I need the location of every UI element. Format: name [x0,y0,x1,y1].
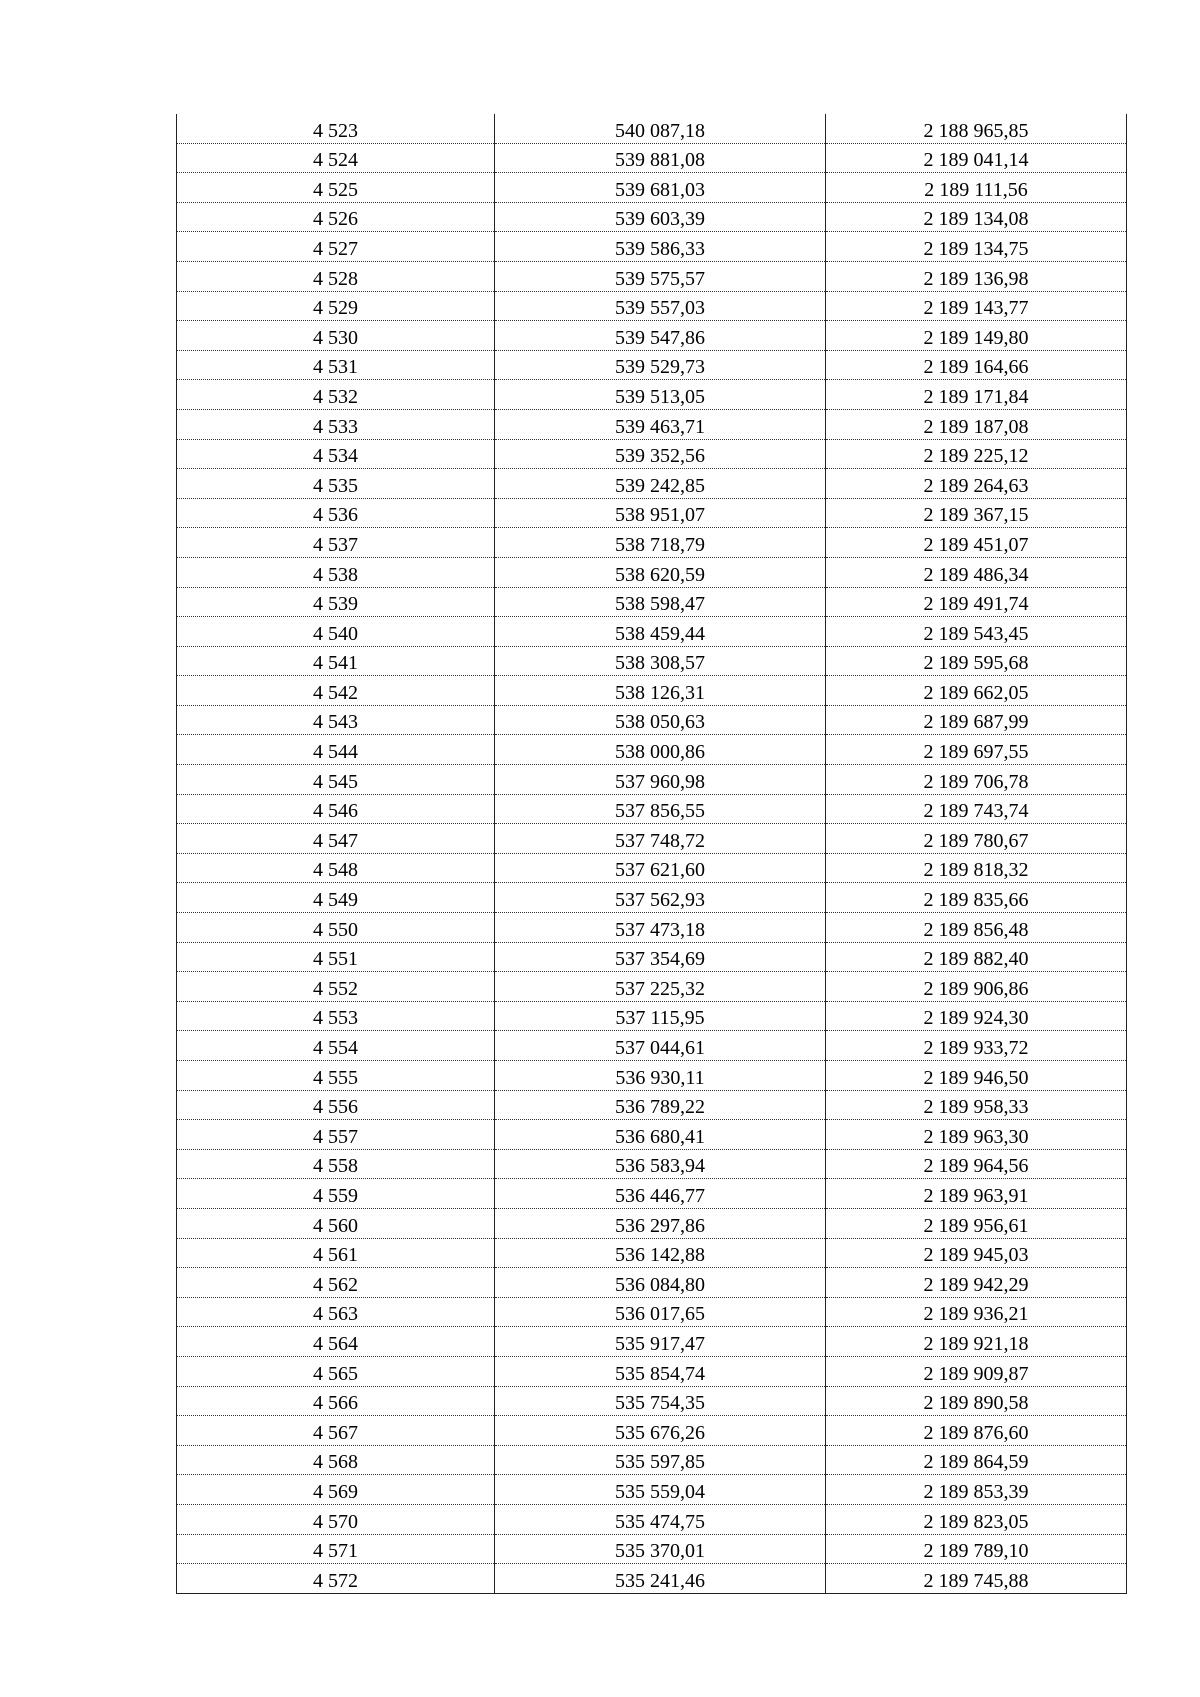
point-number-cell: 4 545 [177,765,495,795]
table-row [177,261,1127,291]
point-number-cell: 4 555 [177,1061,495,1091]
point-number-cell: 4 564 [177,1327,495,1357]
x-coordinate-cell: 538 050,63 [495,705,826,735]
y-coordinate-cell: 2 188 965,85 [826,114,1127,143]
y-coordinate-cell: 2 189 134,08 [826,202,1127,232]
point-number-cell: 4 533 [177,409,495,439]
table-row [177,439,1127,469]
x-coordinate-cell: 538 126,31 [495,676,826,706]
x-coordinate-cell: 539 547,86 [495,321,826,351]
table-row [177,972,1127,1002]
table-row [177,498,1127,528]
point-number-cell: 4 572 [177,1564,495,1594]
table-row [177,794,1127,824]
table-row [177,114,1127,143]
y-coordinate-cell: 2 189 164,66 [826,350,1127,380]
x-coordinate-cell: 535 474,75 [495,1504,826,1534]
point-number-cell: 4 554 [177,1031,495,1061]
y-coordinate-cell: 2 189 864,59 [826,1445,1127,1475]
table-row [177,1564,1127,1594]
point-number-cell: 4 552 [177,972,495,1002]
point-number-cell: 4 531 [177,350,495,380]
y-coordinate-cell: 2 189 936,21 [826,1297,1127,1327]
x-coordinate-cell: 539 557,03 [495,291,826,321]
point-number-cell: 4 534 [177,439,495,469]
y-coordinate-cell: 2 189 687,99 [826,705,1127,735]
y-coordinate-cell: 2 189 835,66 [826,883,1127,913]
point-number-cell: 4 570 [177,1504,495,1534]
table-row [177,528,1127,558]
x-coordinate-cell: 536 297,86 [495,1208,826,1238]
y-coordinate-cell: 2 189 909,87 [826,1356,1127,1386]
x-coordinate-cell: 539 529,73 [495,350,826,380]
point-number-cell: 4 541 [177,646,495,676]
x-coordinate-cell: 538 459,44 [495,617,826,647]
y-coordinate-cell: 2 189 745,88 [826,1564,1127,1594]
point-number-cell: 4 525 [177,173,495,203]
table-row [177,646,1127,676]
x-coordinate-cell: 536 789,22 [495,1090,826,1120]
point-number-cell: 4 529 [177,291,495,321]
table-row [177,587,1127,617]
y-coordinate-cell: 2 189 041,14 [826,143,1127,173]
y-coordinate-cell: 2 189 946,50 [826,1061,1127,1091]
point-number-cell: 4 544 [177,735,495,765]
x-coordinate-cell: 539 242,85 [495,469,826,499]
table-row [177,1061,1127,1091]
point-number-cell: 4 557 [177,1120,495,1150]
y-coordinate-cell: 2 189 853,39 [826,1475,1127,1505]
y-coordinate-cell: 2 189 543,45 [826,617,1127,647]
x-coordinate-cell: 538 951,07 [495,498,826,528]
y-coordinate-cell: 2 189 136,98 [826,261,1127,291]
table-row [177,705,1127,735]
point-number-cell: 4 542 [177,676,495,706]
y-coordinate-cell: 2 189 171,84 [826,380,1127,410]
x-coordinate-cell: 535 370,01 [495,1534,826,1564]
y-coordinate-cell: 2 189 743,74 [826,794,1127,824]
point-number-cell: 4 550 [177,913,495,943]
x-coordinate-cell: 539 352,56 [495,439,826,469]
x-coordinate-cell: 537 044,61 [495,1031,826,1061]
x-coordinate-cell: 539 575,57 [495,261,826,291]
point-number-cell: 4 535 [177,469,495,499]
x-coordinate-cell: 537 748,72 [495,824,826,854]
y-coordinate-cell: 2 189 958,33 [826,1090,1127,1120]
y-coordinate-cell: 2 189 367,15 [826,498,1127,528]
x-coordinate-cell: 539 881,08 [495,143,826,173]
coordinates-table [176,114,1127,1594]
y-coordinate-cell: 2 189 491,74 [826,587,1127,617]
point-number-cell: 4 567 [177,1416,495,1446]
table-row [177,1534,1127,1564]
x-coordinate-cell: 539 603,39 [495,202,826,232]
y-coordinate-cell: 2 189 945,03 [826,1238,1127,1268]
point-number-cell: 4 565 [177,1356,495,1386]
table-row [177,883,1127,913]
table-row [177,143,1127,173]
table-row [177,853,1127,883]
y-coordinate-cell: 2 189 225,12 [826,439,1127,469]
y-coordinate-cell: 2 189 956,61 [826,1208,1127,1238]
y-coordinate-cell: 2 189 143,77 [826,291,1127,321]
table-row [177,469,1127,499]
point-number-cell: 4 524 [177,143,495,173]
table-row [177,1327,1127,1357]
table-row [177,1297,1127,1327]
x-coordinate-cell: 536 017,65 [495,1297,826,1327]
x-coordinate-cell: 538 620,59 [495,557,826,587]
point-number-cell: 4 528 [177,261,495,291]
point-number-cell: 4 530 [177,321,495,351]
x-coordinate-cell: 536 583,94 [495,1149,826,1179]
y-coordinate-cell: 2 189 856,48 [826,913,1127,943]
table-row [177,350,1127,380]
y-coordinate-cell: 2 189 963,91 [826,1179,1127,1209]
point-number-cell: 4 547 [177,824,495,854]
y-coordinate-cell: 2 189 451,07 [826,528,1127,558]
x-coordinate-cell: 537 354,69 [495,942,826,972]
point-number-cell: 4 540 [177,617,495,647]
table-row [177,1120,1127,1150]
table-row [177,557,1127,587]
y-coordinate-cell: 2 189 486,34 [826,557,1127,587]
y-coordinate-cell: 2 189 111,56 [826,173,1127,203]
table-row [177,1238,1127,1268]
point-number-cell: 4 562 [177,1268,495,1298]
table-row [177,1179,1127,1209]
point-number-cell: 4 558 [177,1149,495,1179]
y-coordinate-cell: 2 189 134,75 [826,232,1127,262]
table-row [177,380,1127,410]
y-coordinate-cell: 2 189 149,80 [826,321,1127,351]
y-coordinate-cell: 2 189 818,32 [826,853,1127,883]
point-number-cell: 4 568 [177,1445,495,1475]
table-row [177,1445,1127,1475]
table-row [177,1386,1127,1416]
y-coordinate-cell: 2 189 662,05 [826,676,1127,706]
point-number-cell: 4 538 [177,557,495,587]
point-number-cell: 4 556 [177,1090,495,1120]
x-coordinate-cell: 535 754,35 [495,1386,826,1416]
point-number-cell: 4 551 [177,942,495,972]
table-row [177,942,1127,972]
x-coordinate-cell: 535 241,46 [495,1564,826,1594]
y-coordinate-cell: 2 189 595,68 [826,646,1127,676]
point-number-cell: 4 548 [177,853,495,883]
x-coordinate-cell: 537 856,55 [495,794,826,824]
table-row [177,824,1127,854]
x-coordinate-cell: 538 598,47 [495,587,826,617]
y-coordinate-cell: 2 189 906,86 [826,972,1127,1002]
x-coordinate-cell: 538 308,57 [495,646,826,676]
table-row [177,409,1127,439]
table-row [177,173,1127,203]
x-coordinate-cell: 537 562,93 [495,883,826,913]
table-row [177,1504,1127,1534]
point-number-cell: 4 527 [177,232,495,262]
table-row [177,291,1127,321]
x-coordinate-cell: 537 621,60 [495,853,826,883]
x-coordinate-cell: 539 463,71 [495,409,826,439]
x-coordinate-cell: 538 718,79 [495,528,826,558]
x-coordinate-cell: 539 586,33 [495,232,826,262]
point-number-cell: 4 526 [177,202,495,232]
y-coordinate-cell: 2 189 697,55 [826,735,1127,765]
point-number-cell: 4 560 [177,1208,495,1238]
x-coordinate-cell: 540 087,18 [495,114,826,143]
point-number-cell: 4 559 [177,1179,495,1209]
x-coordinate-cell: 536 680,41 [495,1120,826,1150]
x-coordinate-cell: 535 854,74 [495,1356,826,1386]
y-coordinate-cell: 2 189 264,63 [826,469,1127,499]
x-coordinate-cell: 535 597,85 [495,1445,826,1475]
x-coordinate-cell: 535 917,47 [495,1327,826,1357]
point-number-cell: 4 537 [177,528,495,558]
table-row [177,1208,1127,1238]
table-row [177,1031,1127,1061]
table-row [177,676,1127,706]
x-coordinate-cell: 539 681,03 [495,173,826,203]
y-coordinate-cell: 2 189 933,72 [826,1031,1127,1061]
point-number-cell: 4 563 [177,1297,495,1327]
x-coordinate-cell: 537 960,98 [495,765,826,795]
y-coordinate-cell: 2 189 921,18 [826,1327,1127,1357]
coordinates-table-body [177,114,1127,1593]
point-number-cell: 4 571 [177,1534,495,1564]
y-coordinate-cell: 2 189 964,56 [826,1149,1127,1179]
y-coordinate-cell: 2 189 963,30 [826,1120,1127,1150]
x-coordinate-cell: 537 473,18 [495,913,826,943]
y-coordinate-cell: 2 189 876,60 [826,1416,1127,1446]
x-coordinate-cell: 536 084,80 [495,1268,826,1298]
y-coordinate-cell: 2 189 780,67 [826,824,1127,854]
point-number-cell: 4 553 [177,1001,495,1031]
x-coordinate-cell: 539 513,05 [495,380,826,410]
table-row [177,1001,1127,1031]
table-row [177,202,1127,232]
table-row [177,617,1127,647]
point-number-cell: 4 561 [177,1238,495,1268]
x-coordinate-cell: 536 446,77 [495,1179,826,1209]
table-row [177,735,1127,765]
y-coordinate-cell: 2 189 187,08 [826,409,1127,439]
point-number-cell: 4 539 [177,587,495,617]
table-row [177,1090,1127,1120]
table-row [177,232,1127,262]
point-number-cell: 4 549 [177,883,495,913]
point-number-cell: 4 566 [177,1386,495,1416]
x-coordinate-cell: 535 676,26 [495,1416,826,1446]
x-coordinate-cell: 537 225,32 [495,972,826,1002]
y-coordinate-cell: 2 189 789,10 [826,1534,1127,1564]
point-number-cell: 4 523 [177,114,495,143]
y-coordinate-cell: 2 189 706,78 [826,765,1127,795]
y-coordinate-cell: 2 189 924,30 [826,1001,1127,1031]
table-row [177,765,1127,795]
x-coordinate-cell: 537 115,95 [495,1001,826,1031]
table-row [177,1356,1127,1386]
table-row [177,913,1127,943]
x-coordinate-cell: 536 930,11 [495,1061,826,1091]
table-row [177,321,1127,351]
x-coordinate-cell: 538 000,86 [495,735,826,765]
x-coordinate-cell: 535 559,04 [495,1475,826,1505]
table-row [177,1149,1127,1179]
point-number-cell: 4 569 [177,1475,495,1505]
point-number-cell: 4 543 [177,705,495,735]
table-row [177,1475,1127,1505]
y-coordinate-cell: 2 189 942,29 [826,1268,1127,1298]
table-row [177,1416,1127,1446]
point-number-cell: 4 532 [177,380,495,410]
table-row [177,1268,1127,1298]
y-coordinate-cell: 2 189 823,05 [826,1504,1127,1534]
point-number-cell: 4 536 [177,498,495,528]
y-coordinate-cell: 2 189 890,58 [826,1386,1127,1416]
y-coordinate-cell: 2 189 882,40 [826,942,1127,972]
x-coordinate-cell: 536 142,88 [495,1238,826,1268]
point-number-cell: 4 546 [177,794,495,824]
